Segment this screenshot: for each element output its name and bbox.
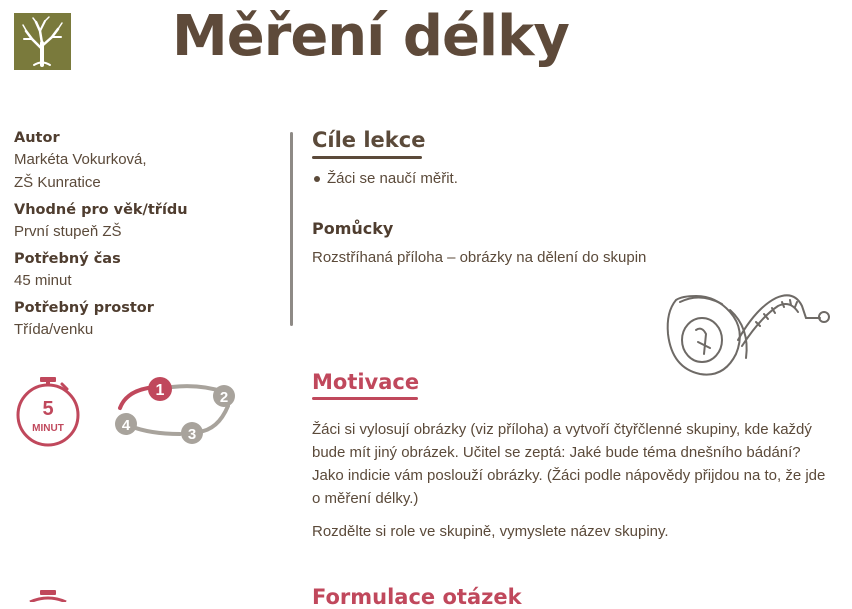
cycle-arc-2-3	[198, 406, 228, 432]
goals-underline	[312, 156, 422, 159]
timer-unit: MINUT	[32, 423, 64, 434]
tree-icon	[14, 13, 71, 70]
tools-heading: Pomůcky	[312, 219, 394, 238]
motivation-paragraph-1	[312, 418, 842, 510]
age-group	[14, 200, 274, 243]
author-line-2: ZŠ Kunratice	[14, 174, 101, 191]
tape-measure-icon	[660, 288, 840, 383]
age-value: První stupeň ZŠ	[14, 223, 122, 240]
cycle-step-3-label: 3	[187, 426, 197, 443]
motivation-paragraph-2: Rozdělte si role ve skupině, vymyslete název skupiny.	[312, 523, 669, 540]
tools-text: Rozstříhaná příloha – obrázky na dělení do skupin	[312, 249, 647, 266]
time-group	[14, 249, 274, 292]
page-title: Měření délky	[172, 4, 569, 69]
cycle-step-2-label: 2	[219, 389, 229, 406]
stopwatch-icon	[12, 375, 84, 447]
phase-cycle	[108, 372, 240, 448]
space-group	[14, 298, 274, 341]
time-value: 45 minut	[14, 272, 72, 289]
motivation-heading: Motivace	[312, 370, 420, 394]
cycle-arc-4-1	[120, 388, 148, 408]
goals-heading: Cíle lekce	[312, 128, 426, 152]
cycle-arc-3-4	[130, 426, 180, 434]
age-label: Vhodné pro věk/třídu	[14, 202, 188, 218]
author-label: Autor	[14, 130, 60, 146]
motivation-line-1: Žáci si vylosují obrázky (viz příloha) a vytvoří čtyřčlenné skupiny, kde každý	[312, 421, 812, 438]
goals-item-text: Žáci se naučí měřit.	[327, 170, 458, 187]
cycle-step-1-label: 1	[155, 382, 165, 399]
column-divider	[290, 132, 293, 326]
timer-value: 5	[42, 398, 54, 420]
cycle-step-4-label: 4	[121, 417, 131, 434]
motivation-underline	[312, 397, 418, 400]
next-section-heading: Formulace otázek	[312, 585, 522, 609]
goals-item	[314, 167, 458, 190]
lesson-meta	[14, 128, 274, 347]
motivation-line-3: Jako indicie vám poslouží obrázky. (Žáci podle nápovědy přijdou na to, že jde	[312, 467, 826, 484]
bullet-icon	[314, 176, 320, 182]
motivation-line-2: bude mít jiný obrázek. Učitel se zeptá: Jaké bude téma dnešního bádání?	[312, 444, 801, 461]
author-line-1: Markéta Vokurková,	[14, 151, 147, 168]
stopwatch-icon-partial	[26, 590, 70, 602]
space-value: Třída/venku	[14, 321, 94, 338]
author-group	[14, 128, 274, 194]
logo-tree	[14, 13, 71, 70]
time-label: Potřebný čas	[14, 251, 121, 267]
motivation-line-4: o měření délky.)	[312, 490, 419, 507]
space-label: Potřebný prostor	[14, 300, 154, 316]
